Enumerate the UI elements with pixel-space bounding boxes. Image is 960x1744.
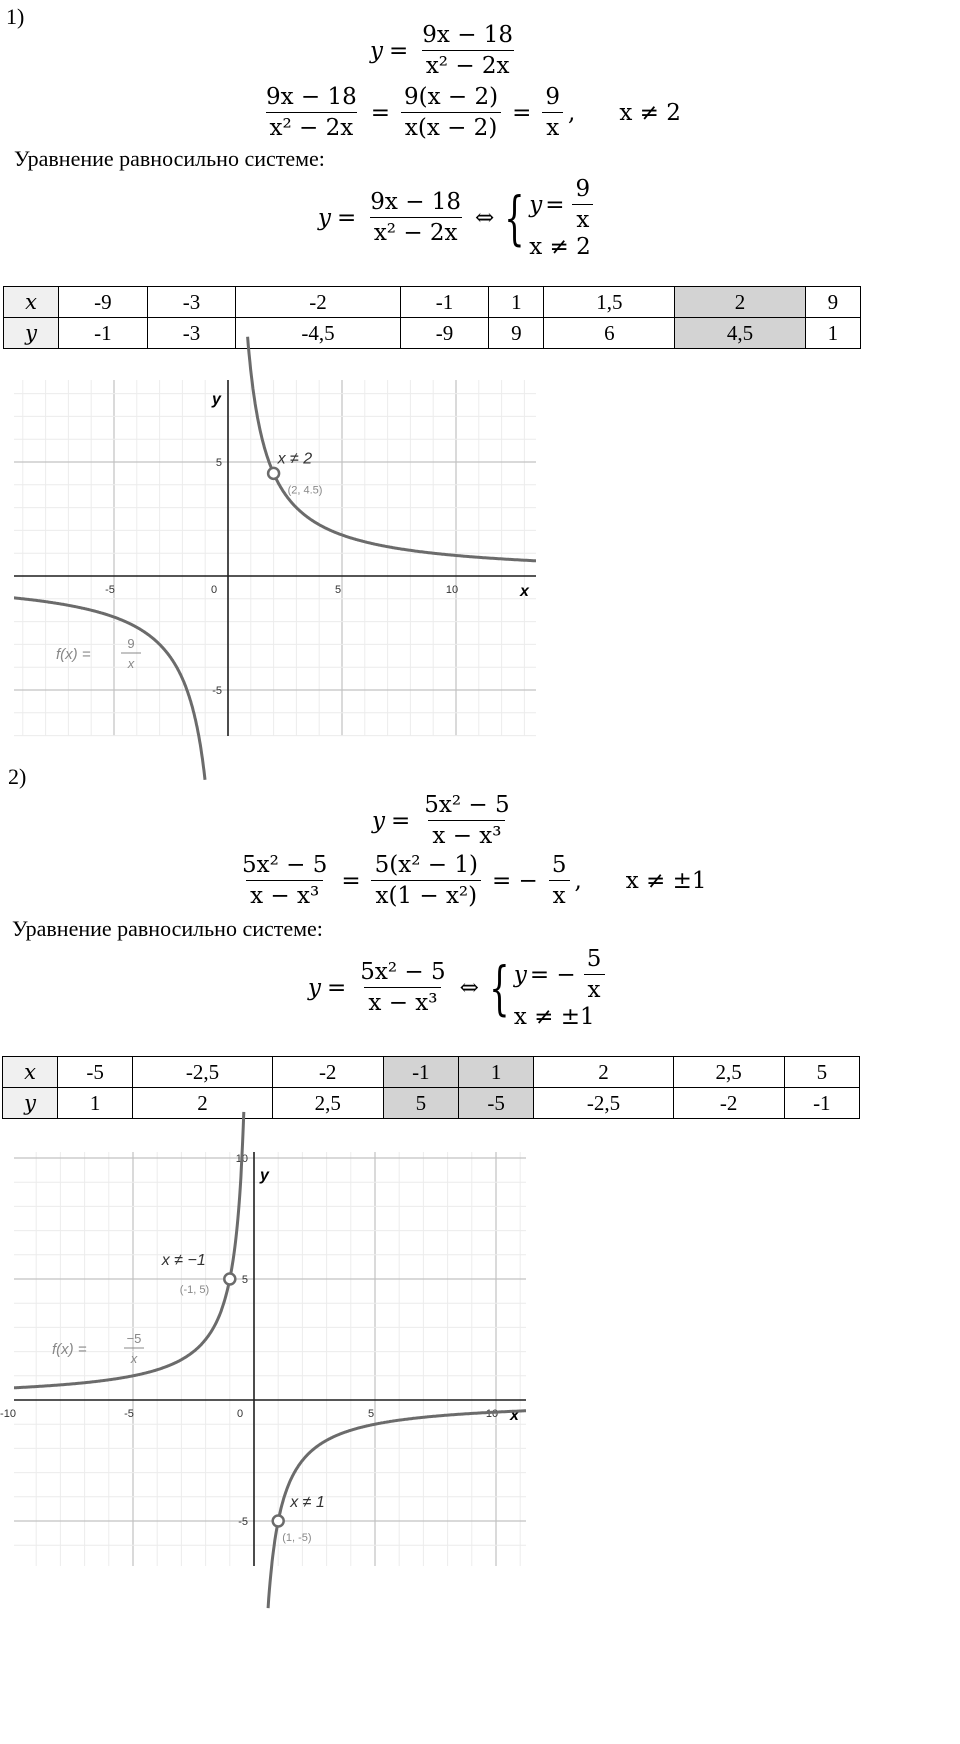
table-cell-x: 2: [675, 287, 806, 318]
table-row-x: x -5 -2,5 -2 -1 1 2 2,5 5: [3, 1057, 860, 1088]
function-curve-right: [248, 337, 536, 561]
excluded-point-label: x ≠ 2: [277, 450, 313, 468]
function-label-denominator: x: [127, 656, 135, 671]
y-tick-label: -5: [212, 685, 222, 697]
y-tick-label: 10: [235, 1153, 248, 1165]
function-label-denominator: x: [130, 1351, 138, 1366]
table-cell-x: -9: [59, 287, 148, 318]
function-curve-left: [14, 1112, 244, 1388]
table-cell-x: 5: [784, 1057, 859, 1088]
table-cell-x: -1: [400, 287, 489, 318]
x-tick-label: -5: [124, 1408, 134, 1420]
excluded-point-coordinates: (1, -5): [282, 1532, 312, 1544]
table-cell-y: -1: [784, 1088, 859, 1119]
problem1-system: y = $\frac{9x - 18}{\text{x² − 2x}}$ ⇔ { y = $\frac{9}{x}$ x ≠ 2: [318, 176, 598, 260]
problem2-restriction: x ≠ ±1: [625, 867, 707, 894]
table-row-x: x -9 -3 -2 -1 1 1,5 2 9: [4, 287, 861, 318]
excluded-point: [224, 1274, 235, 1285]
table-cell-y: -3: [147, 318, 236, 349]
problem1-graph: [14, 380, 536, 736]
table-cell-x: 2: [534, 1057, 673, 1088]
table-cell-x: 2,5: [673, 1057, 784, 1088]
y-tick-label: 5: [241, 1274, 248, 1286]
x-tick-label: 0: [210, 584, 218, 596]
x-tick-label: 10: [445, 584, 459, 596]
table-cell-y: 6: [544, 318, 675, 349]
x-axis-label: x: [510, 1407, 519, 1424]
table-cell-y: -2: [673, 1088, 784, 1119]
x-axis-label: x: [520, 583, 529, 600]
problem1-value-table: [3, 286, 861, 349]
problem1-simplification: $\frac{9x - 18}{\text{x² − 2x}}$ = $\frac{9(x - 2)}{x(x - 2)}$ = $\frac{9}{x}$ , x ≠ 2: [266, 84, 681, 142]
table-cell-x: 1: [458, 1057, 533, 1088]
problem2-number: 2): [8, 764, 27, 789]
function-label: f(x) =: [56, 646, 91, 663]
problem2-equation: y = $\frac{\text{5x² − 5}}{\text{x − x³}}$: [372, 792, 510, 850]
problem2-simplification: $\frac{\text{5x² − 5}}{\text{x − x³}}$ = $\frac{\text{5(x² − 1)}}{\text{x(1 − x²)}}$ = − $\frac{5}{x}$ , x ≠ ±1: [242, 852, 707, 910]
table-cell-x: -2: [236, 287, 400, 318]
x-tick-label: 5: [334, 584, 342, 596]
table-cell-x: -5: [58, 1057, 133, 1088]
excluded-point: [273, 1516, 284, 1527]
table-cell-y: 1: [58, 1088, 133, 1119]
table-cell-x: -2: [272, 1057, 383, 1088]
function-label-numerator: 9: [127, 636, 135, 651]
table-cell-y: -2,5: [534, 1088, 673, 1119]
table-cell-y: 4,5: [675, 318, 806, 349]
x-tick-label: 0: [236, 1408, 244, 1420]
y-axis-label: y: [212, 391, 221, 408]
table-cell-x: 9: [805, 287, 860, 318]
x-tick-label: -5: [105, 584, 115, 596]
function-curve-left: [14, 598, 205, 780]
problem1-number: 1): [6, 4, 25, 29]
table-cell-y: 2: [133, 1088, 272, 1119]
x-tick-label: 5: [367, 1408, 375, 1420]
problem2-system: y = $\frac{\text{5x² − 5}}{\text{x − x³}}$ ⇔ { y = − $\frac{5}{x}$ x ≠ ±1: [308, 946, 609, 1030]
excluded-point: [268, 468, 279, 479]
problem2-system-text: Уравнение равносильно системе:: [12, 916, 323, 941]
table-cell-y: 2,5: [272, 1088, 383, 1119]
table-cell-y: -1: [59, 318, 148, 349]
table-cell-x: 1: [489, 287, 544, 318]
x-tick-label: -10: [0, 1408, 16, 1420]
table-cell-x: -3: [147, 287, 236, 318]
table-row-y: y -1 -3 -4,5 -9 9 6 4,5 1: [4, 318, 861, 349]
y-tick-label: 5: [215, 457, 222, 469]
table-cell-y: 9: [489, 318, 544, 349]
x-tick-label: 10: [485, 1408, 499, 1420]
problem2-graph: [0, 1152, 526, 1566]
table-cell-x: -1: [383, 1057, 458, 1088]
table-cell-y: -5: [458, 1088, 533, 1119]
table-cell-x: 1,5: [544, 287, 675, 318]
function-label-numerator: −5: [126, 1331, 142, 1346]
table-cell-y: 1: [805, 318, 860, 349]
table-cell-x: -2,5: [133, 1057, 272, 1088]
table-row-y: y 1 2 2,5 5 -5 -2,5 -2 -1: [3, 1088, 860, 1119]
function-label: f(x) =: [52, 1341, 87, 1358]
excluded-point-label: x ≠ −1: [161, 1252, 206, 1269]
problem1-restriction: x ≠ 2: [619, 99, 681, 126]
table-cell-y: -9: [400, 318, 489, 349]
problem2-value-table: [2, 1056, 860, 1119]
table-cell-y: -4,5: [236, 318, 400, 349]
y-tick-label: -5: [238, 1516, 248, 1528]
excluded-point-label: x ≠ 1: [290, 1494, 325, 1511]
problem1-equation: y = $\frac{9x - 18}{\text{x² − 2x}}$: [370, 22, 514, 80]
table-cell-y: 5: [383, 1088, 458, 1119]
excluded-point-coordinates: (-1, 5): [179, 1284, 210, 1296]
y-axis-label: y: [260, 1167, 269, 1184]
problem1-system-text: Уравнение равносильно системе:: [14, 146, 325, 171]
excluded-point-coordinates: (2, 4.5): [287, 484, 323, 497]
